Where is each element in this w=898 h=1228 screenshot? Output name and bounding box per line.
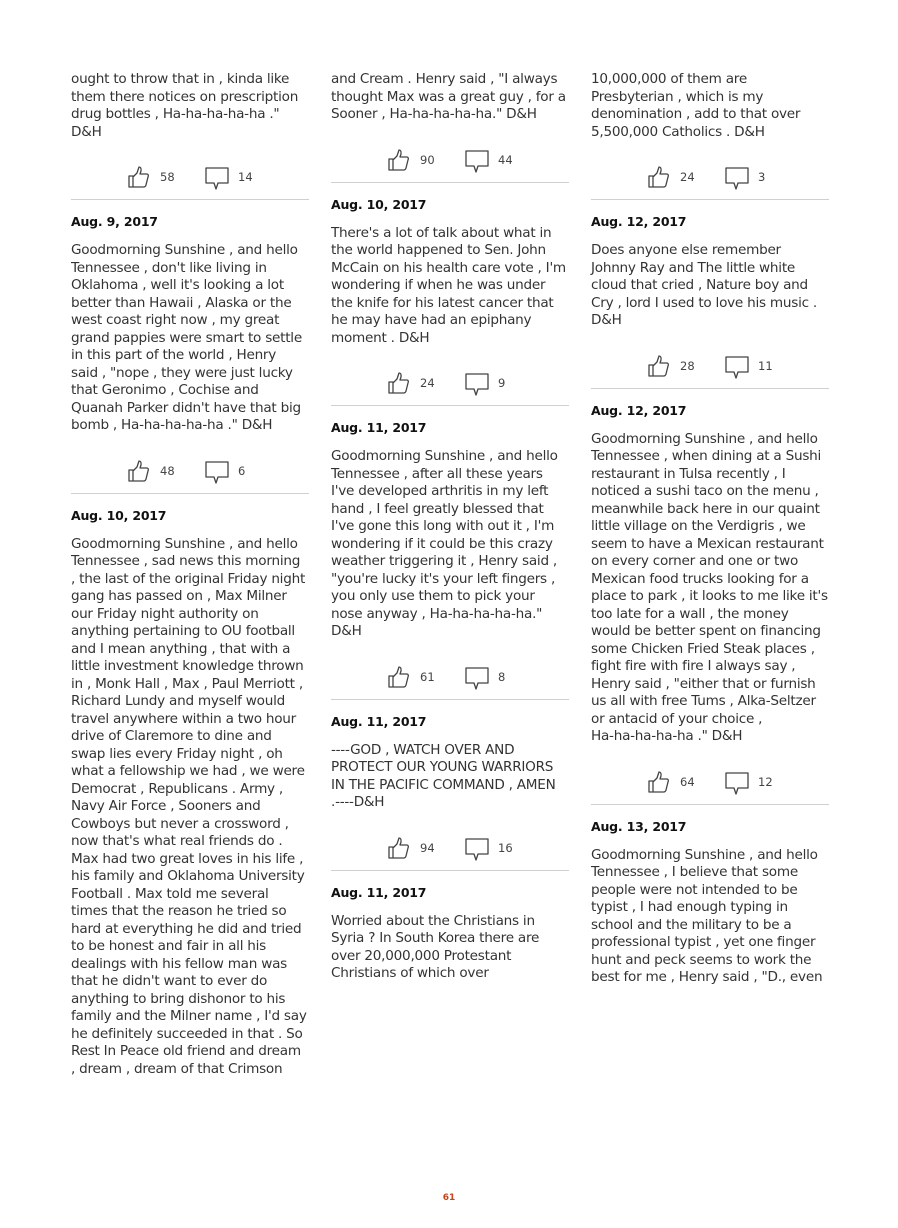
- post-stats: [331, 371, 569, 405]
- post-stats: [591, 770, 829, 804]
- post: [591, 403, 829, 805]
- thumbs-up-icon[interactable]: [387, 836, 411, 860]
- comment-count: 6: [238, 463, 246, 478]
- comment-count: 9: [498, 376, 506, 390]
- post-text: Goodmorning Sunshine , and hello Tennessee , I believe that some people were not intended to be typist , I had enough typing in school and the military to be a professional typist , yet one finger hunt and peck seems to work the best for me , Henry said , "D., even: [591, 846, 823, 985]
- post-text-continued: 10,000,000 of them are Presbyterian , which is my denomination , add to that over 5,500,000 Catholics . D&H: [591, 71, 801, 140]
- like-count: 24: [680, 170, 695, 184]
- comment-icon[interactable]: [464, 665, 490, 691]
- post: [591, 214, 829, 389]
- post-date: Aug. 11, 2017: [331, 884, 427, 900]
- post-text: There's a lot of talk about what in the world happened to Sen. John McCain on his health care vote , I'm wondering if when he was under the knife for his latest cancer that he may have had an epiphany moment . D&H: [331, 224, 566, 346]
- post-text-continued: ought to throw that in , kinda like them there notices on prescription drug bottles , Ha-ha-ha-ha-ha ." D&H: [71, 71, 299, 140]
- comment-count: 16: [498, 840, 513, 855]
- comment-icon[interactable]: [464, 371, 490, 397]
- post-text-continued: and Cream . Henry said , "I always thought Max was a great guy , for a Sooner , Ha-ha-ha-ha-ha." D&H: [331, 71, 566, 122]
- comment-count: 11: [758, 358, 773, 373]
- thumbs-up-icon[interactable]: [647, 354, 671, 378]
- like-count: 28: [680, 358, 695, 373]
- post-stats: [331, 148, 569, 182]
- column-1: [71, 71, 309, 1078]
- column-2: [331, 71, 569, 983]
- like-count: 90: [420, 152, 435, 167]
- like-count: 24: [420, 376, 435, 390]
- divider: [71, 493, 309, 494]
- thumbs-up-icon[interactable]: [647, 770, 671, 794]
- comment-icon[interactable]: [464, 148, 490, 174]
- post: [331, 714, 569, 871]
- post-text: ----GOD , WATCH OVER AND PROTECT OUR YOUNG WARRIORS IN THE PACIFIC COMMAND , AMEN .----D&H: [331, 741, 556, 810]
- divider: [331, 870, 569, 871]
- post-text: Goodmorning Sunshine , and hello Tennessee , don't like living in Oklahoma , well it's looking a lot better than Hawaii , Alaska or the west coast right now , my great grand pappies were smart to settle in this part of the world , Henry said , "nope , they were just lucky that Geronimo , Cochise and Quanah Parker didn't have that big bomb , Ha-ha-ha-ha-ha ." D&H: [71, 242, 302, 433]
- post-stats: [71, 165, 309, 199]
- post-stats: [331, 836, 569, 870]
- post: [71, 214, 309, 494]
- divider: [331, 182, 569, 183]
- post: [331, 197, 569, 407]
- comment-icon[interactable]: [464, 836, 490, 862]
- comment-count: 3: [758, 170, 766, 184]
- post: [591, 819, 829, 987]
- comment-count: 8: [498, 669, 506, 684]
- like-count: 58: [160, 170, 175, 184]
- like-count: 64: [680, 774, 695, 789]
- post-text: Does anyone else remember Johnny Ray and The little white cloud that cried , Nature boy and Cry , lord I used to love his music . D&H: [591, 242, 817, 328]
- like-count: 48: [160, 463, 175, 478]
- post-date: Aug. 13, 2017: [591, 818, 687, 834]
- comment-icon[interactable]: [724, 354, 750, 380]
- post: [331, 885, 569, 983]
- comment-icon[interactable]: [724, 165, 750, 191]
- post-date: Aug. 12, 2017: [591, 214, 687, 229]
- divider: [591, 804, 829, 805]
- column-3: [591, 71, 829, 987]
- post-date: Aug. 9, 2017: [71, 214, 158, 229]
- thumbs-up-icon[interactable]: [647, 165, 671, 189]
- post-text: Goodmorning Sunshine , and hello Tennessee , after all these years I've developed arthritis in my left hand , I feel greatly blessed that I've gone this long with out it , I'm wondering if it could be this crazy weather triggering it , Henry said , "you're lucky it's your left fingers , you only use them to pick your nose anyway , Ha-ha-ha-ha-ha." D&H: [331, 448, 558, 639]
- post-text: Worried about the Christians in Syria ? In South Korea there are over 20,000,000 Protestant Christians of which over: [331, 912, 540, 981]
- comment-count: 12: [758, 774, 773, 789]
- post-date: Aug. 12, 2017: [591, 402, 687, 418]
- post-stats: [591, 354, 829, 388]
- thumbs-up-icon[interactable]: [387, 371, 411, 395]
- post: [71, 508, 309, 1079]
- like-count: 94: [420, 840, 435, 855]
- comment-icon[interactable]: [204, 459, 230, 485]
- like-count: 61: [420, 669, 435, 684]
- thumbs-up-icon[interactable]: [387, 148, 411, 172]
- post-date: Aug. 10, 2017: [71, 507, 167, 523]
- post-stats: [71, 459, 309, 493]
- divider: [331, 699, 569, 700]
- post-date: Aug. 11, 2017: [331, 713, 427, 729]
- divider: [591, 388, 829, 389]
- comment-icon[interactable]: [724, 770, 750, 796]
- thumbs-up-icon[interactable]: [387, 665, 411, 689]
- thumbs-up-icon[interactable]: [127, 459, 151, 483]
- comment-count: 44: [498, 152, 513, 167]
- page-number: 61: [442, 1193, 456, 1203]
- post-stats: [591, 165, 829, 199]
- comment-count: 14: [238, 170, 253, 184]
- thumbs-up-icon[interactable]: [127, 165, 151, 189]
- post-text: Goodmorning Sunshine , and hello Tennessee , when dining at a Sushi restaurant in Tulsa recently , I noticed a sushi taco on the menu , meanwhile back here in our quaint little village on the Verdigris , we seem to have a Mexican restaurant on every corner and one or two Mexican food trucks looking for a place to park , it looks to me like it's too late for a wall , the money would be better spent on financing some Chicken Fried Steak places , fight fire with fire I always say , Henry said , "either that or furnish us all with free Tums , Alka-Seltzer or antacid of your choice , Ha-ha-ha-ha-ha ." D&H: [591, 430, 828, 744]
- divider: [331, 405, 569, 406]
- post-date: Aug. 11, 2017: [331, 420, 427, 435]
- post: [331, 420, 569, 700]
- divider: [591, 199, 829, 200]
- post-text: Goodmorning Sunshine , and hello Tennessee , sad news this morning , the last of the original Friday night gang has passed on , Max Milner our Friday night authority on anything pertaining to OU football and I mean anything , that with a little investment knowledge thrown in , Monk Hall , Max , Paul Merriott , Richard Lundy and myself would travel anywhere within a two hour drive of Claremore to dine and swap lies every Friday night , oh what a fellowship we had , we were Democrat , Republicans . Army , Navy Air Force , Sooners and Cowboys but never a crossword , now that's what real friends do . Max had two great loves in his life , his family and Oklahoma University Football . Max told me several times that the reason he tried so hard at everything he did and tried to be honest and fair in all his dealings with his fellow man was that he didn't want to ever do anything to bring dishonor to his family and the Milner name , I'd say he definitely succeeded in that . So Rest In Peace old friend and dream , dream , dream of that Crimson: [71, 535, 307, 1077]
- comment-icon[interactable]: [204, 165, 230, 191]
- post-stats: [331, 665, 569, 699]
- post-date: Aug. 10, 2017: [331, 196, 427, 212]
- divider: [71, 199, 309, 200]
